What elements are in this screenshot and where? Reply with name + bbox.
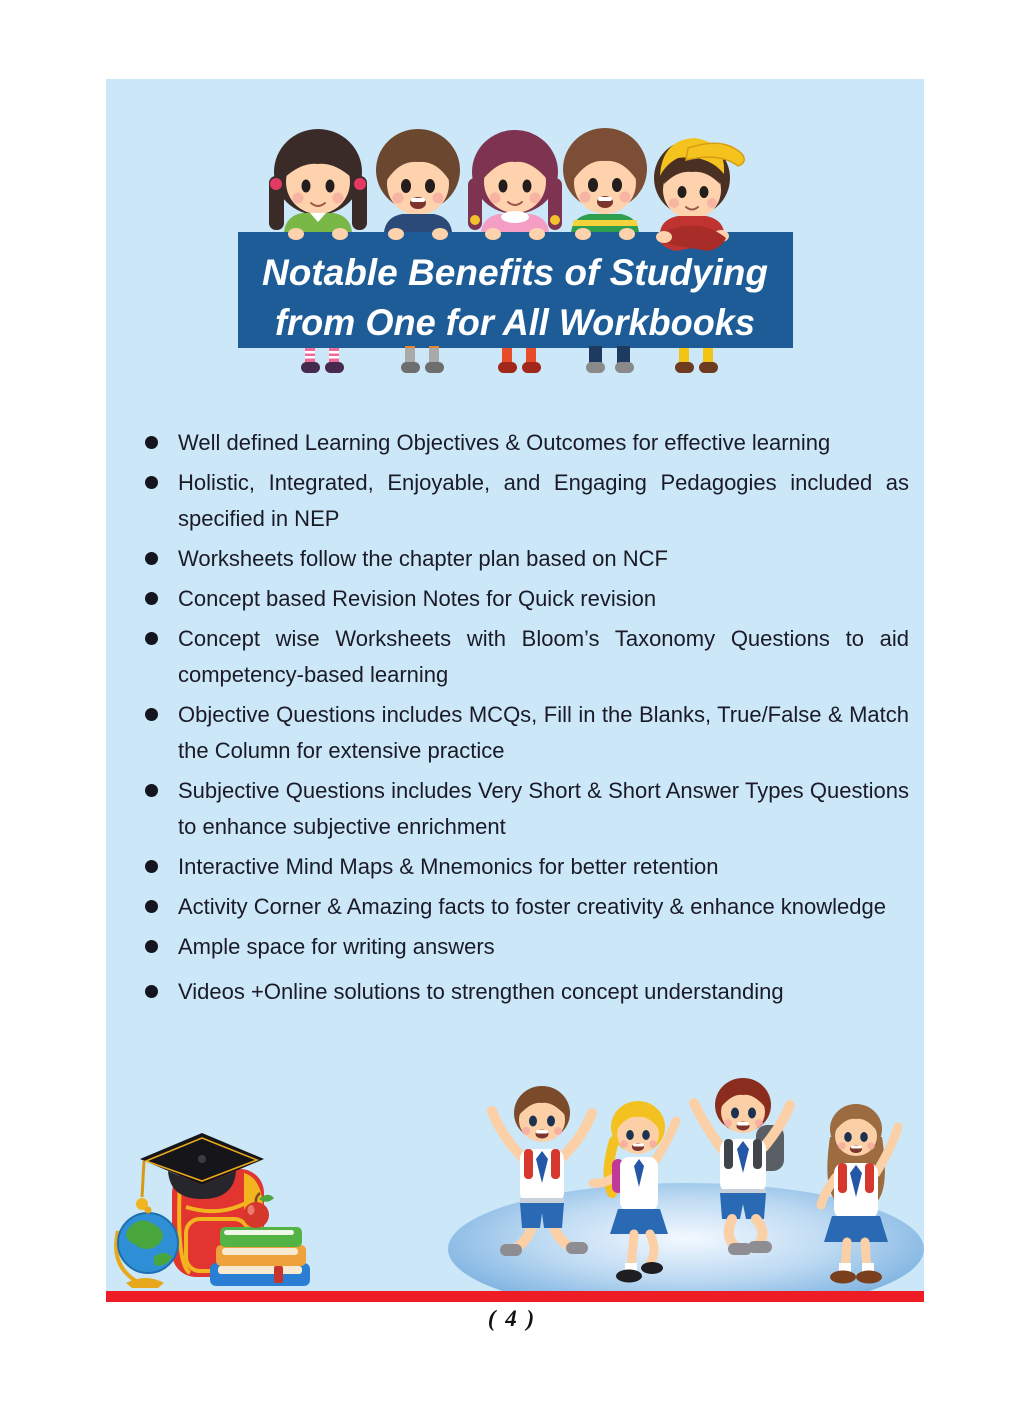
- bullet-icon: [145, 592, 158, 605]
- children-feet: [301, 346, 718, 373]
- books-stack-icon: [210, 1227, 310, 1286]
- benefit-text: Worksheets follow the chapter plan based on NCF: [178, 546, 668, 571]
- bullet-icon: [145, 985, 158, 998]
- benefit-item: [143, 974, 909, 1010]
- bullet-icon: [145, 632, 158, 645]
- benefit-text: Well defined Learning Objectives & Outcomes for effective learning: [178, 430, 831, 455]
- jumping-children-illustration: [436, 1041, 924, 1291]
- benefit-text: Activity Corner & Amazing facts to foster creativity & enhance knowledge: [178, 894, 886, 919]
- bullet-icon: [145, 860, 158, 873]
- header-children-illustration: [230, 120, 795, 382]
- child-boy-yellow-cap: [654, 138, 744, 232]
- benefit-text: Ample space for writing answers: [178, 934, 495, 959]
- bullet-icon: [145, 940, 158, 953]
- child-girl-pink-shirt: [468, 130, 562, 232]
- benefit-item: [143, 889, 909, 925]
- benefit-item: [143, 425, 909, 461]
- benefits-list: [143, 425, 909, 1014]
- benefit-text: Holistic, Integrated, Enjoyable, and Engaging Pedagogies included as specified in NEP: [178, 470, 909, 531]
- benefit-item: [143, 929, 909, 965]
- benefit-item: [143, 541, 909, 577]
- school-supplies-illustration: [106, 1115, 316, 1291]
- benefit-text: Subjective Questions includes Very Short & Short Answer Types Questions to enhance subjective enrichment: [178, 778, 909, 839]
- workbook-page: [106, 79, 924, 1302]
- bullet-icon: [145, 900, 158, 913]
- page-number: ( 4 ): [487, 1306, 537, 1331]
- benefit-text: Videos +Online solutions to strengthen concept understanding: [178, 979, 784, 1004]
- benefit-text: Objective Questions includes MCQs, Fill in the Blanks, True/False & Match the Column for extensive practice: [178, 702, 909, 763]
- benefit-item: [143, 581, 909, 617]
- benefit-item: [143, 465, 909, 537]
- child-girl-green-shirt: [269, 129, 367, 232]
- benefit-text: Concept wise Worksheets with Bloom’s Taxonomy Questions to aid competency-based learning: [178, 626, 909, 687]
- footer-rule: [106, 1291, 924, 1302]
- bullet-icon: [145, 436, 158, 449]
- benefit-item: [143, 773, 909, 845]
- benefit-text: Concept based Revision Notes for Quick revision: [178, 586, 657, 611]
- benefit-text: Interactive Mind Maps & Mnemonics for better retention: [178, 854, 719, 879]
- bullet-icon: [145, 476, 158, 489]
- bullet-icon: [145, 552, 158, 565]
- title-line-2: from One for All Workbooks: [275, 302, 755, 343]
- bullet-icon: [145, 708, 158, 721]
- child-boy-striped-shirt: [563, 128, 647, 232]
- benefit-item: [143, 849, 909, 885]
- benefit-item: [143, 697, 909, 769]
- bullet-icon: [145, 784, 158, 797]
- benefit-item: [143, 621, 909, 693]
- title-line-1: Notable Benefits of Studying: [262, 252, 768, 293]
- child-boy-navy-shirt: [376, 129, 460, 232]
- globe-icon: [116, 1207, 178, 1289]
